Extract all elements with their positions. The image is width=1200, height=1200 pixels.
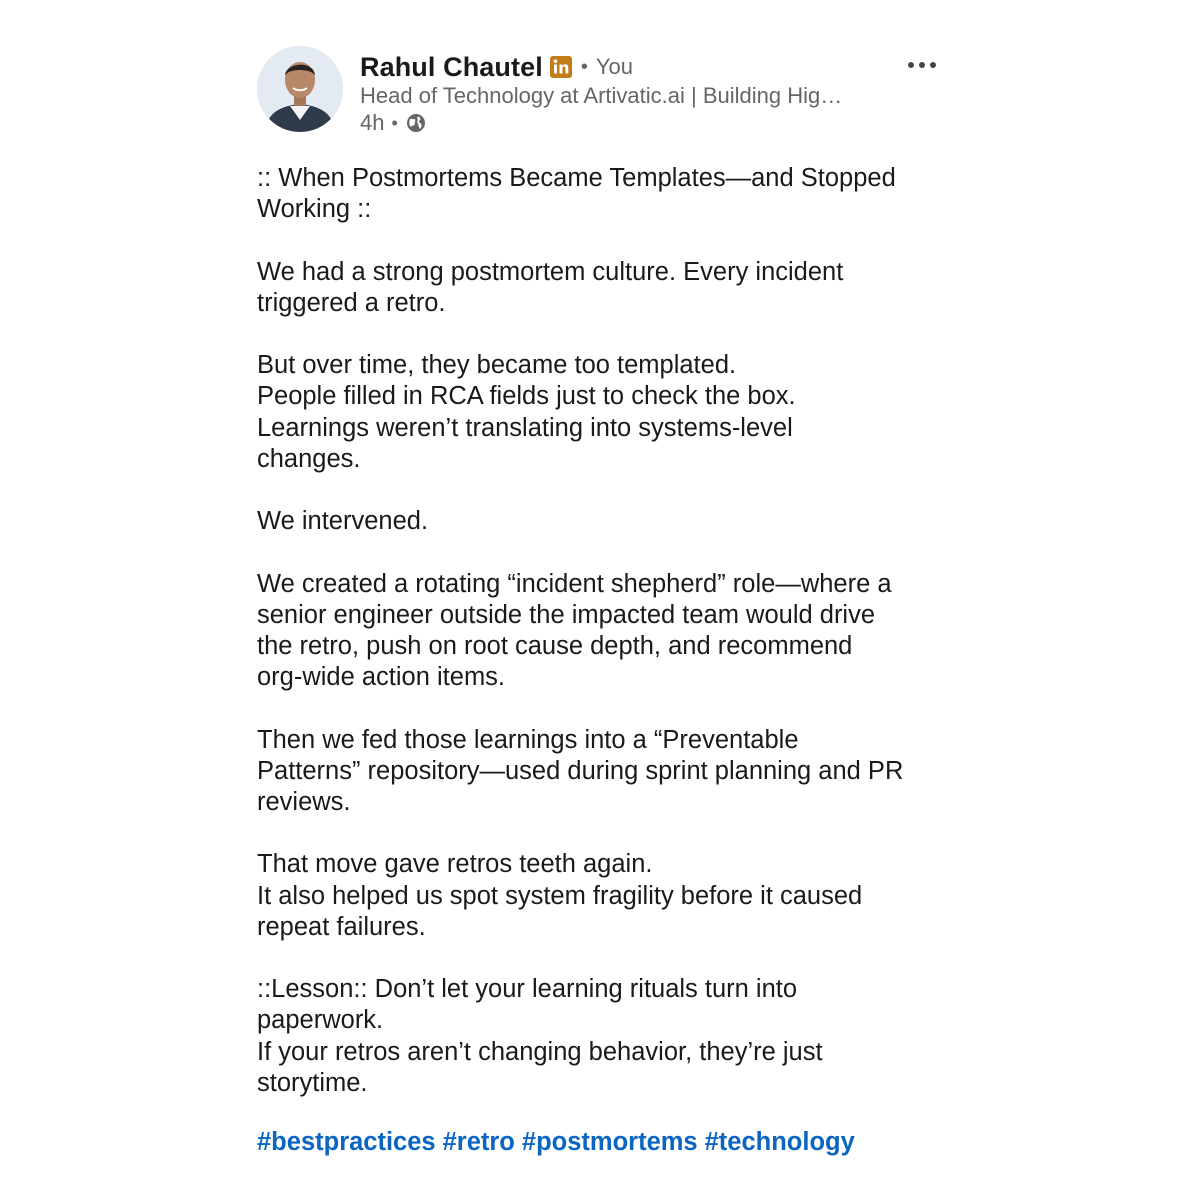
post-text-line: triggered a retro. [257,288,446,317]
post-text-line: paperwork. [257,1006,384,1035]
hashtag-link[interactable]: #technology [704,1128,855,1156]
separator-dot: • [391,112,398,133]
post-text-line: the retro, push on root cause depth, and recommend [257,631,853,660]
profile-photo [257,46,343,132]
post-text-line: :: When Postmortems Became Templates—and Stopped [257,164,896,192]
post-paragraph [257,163,957,225]
separator-dot: • [580,55,588,78]
post-text-line: senior engineer outside the impacted team would drive [257,600,876,629]
more-options-icon [904,52,940,80]
more-options-button[interactable] [904,52,940,80]
post-time: 4h [360,110,385,135]
post-text-line: storytime. [257,1068,368,1097]
author-name[interactable]: Rahul Chautel [360,51,543,82]
post-paragraph [257,506,957,537]
post-text-line: We had a strong postmortem culture. Every incident [257,257,844,286]
post-meta [360,109,426,137]
post-text-line: People filled in RCA fields just to check the box. [257,382,796,411]
post-body [257,163,957,1130]
hashtag-list [257,1127,862,1158]
linkedin-premium-icon [550,56,572,78]
post-paragraph [257,849,957,943]
post-paragraph [257,974,957,1099]
relation-label: You [595,54,633,79]
post-text-line: changes. [257,444,361,473]
post-text-line: That move gave retros teeth again. [257,850,653,879]
post-text-line: ::Lesson:: Don’t let your learning rituals turn into [257,975,798,1004]
post-text-line: Working :: [257,195,372,224]
hashtag-link[interactable]: #bestpractices [257,1128,436,1156]
hashtag-link[interactable]: #postmortems [521,1128,698,1156]
post-text-line: repeat failures. [257,912,426,941]
author-headline: Head of Technology at Artivatic.ai | Building Hig… [360,83,843,108]
avatar[interactable] [257,46,343,132]
post-text-line: Learnings weren’t translating into systems-level [257,413,793,442]
post-paragraph [257,350,957,475]
post-text-line: We created a rotating “incident shepherd” role—where a [257,569,892,598]
post-paragraph [257,569,957,694]
post-text-line: Then we fed those learnings into a “Preventable [257,725,799,754]
post-text-line: We intervened. [257,507,429,536]
post-text-line: reviews. [257,787,351,816]
hashtag-link[interactable]: #retro [442,1128,515,1156]
post-paragraph [257,257,957,319]
post-text-line: Patterns” repository—used during sprint planning and PR [257,756,904,785]
post-text-line: If your retros aren’t changing behavior, they’re just [257,1037,823,1066]
post-text-line: It also helped us spot system fragility before it caused [257,881,863,910]
post-paragraph [257,725,957,819]
globe-icon [406,113,426,133]
author-row [360,48,633,86]
post-text-line: org-wide action items. [257,663,506,692]
post-text-line: But over time, they became too templated. [257,351,737,380]
